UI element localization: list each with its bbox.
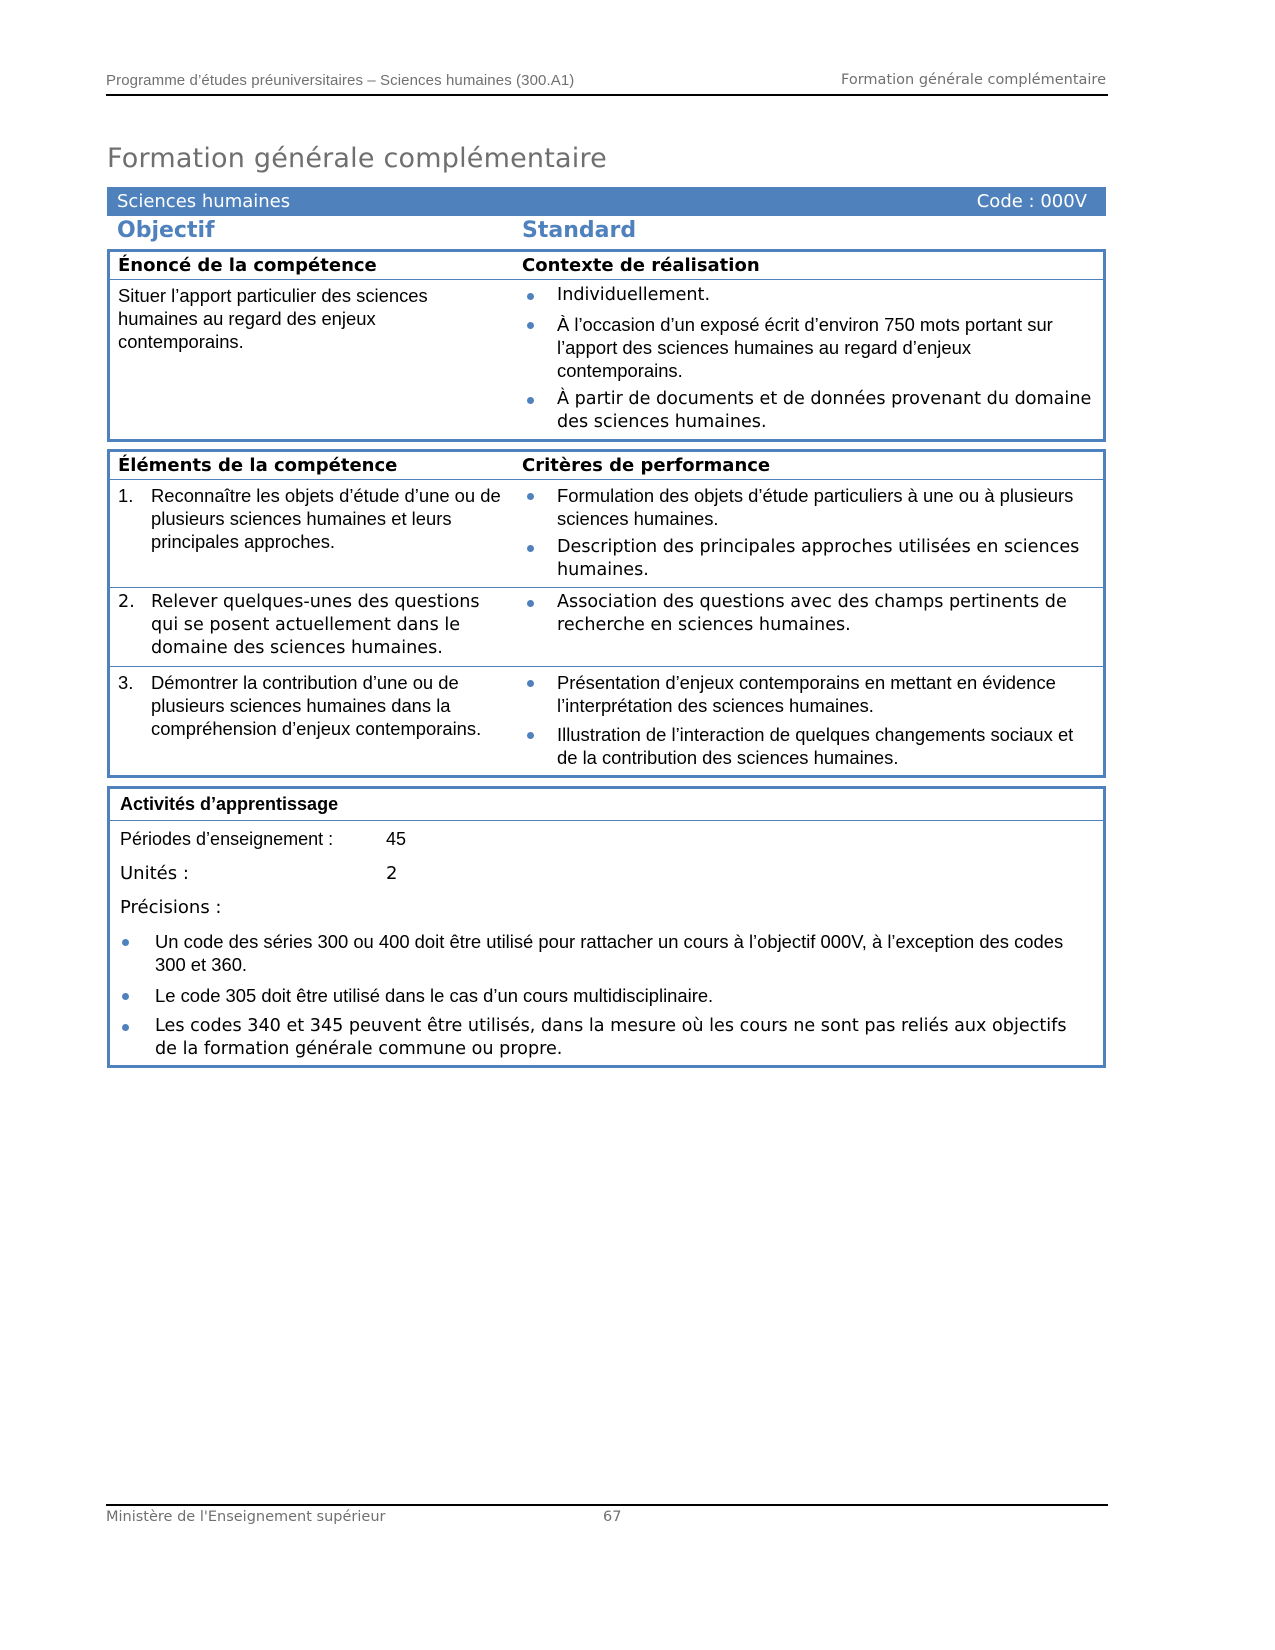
- bullet-icon: [527, 293, 534, 300]
- bullet-icon: [527, 545, 534, 552]
- bullet-icon: [527, 322, 534, 329]
- elements-header-row: [110, 452, 1103, 480]
- header-section-title: Formation générale complémentaire: [841, 72, 1106, 88]
- standard-heading: Standard: [522, 218, 637, 243]
- element-item: 1. Reconnaître les objets d’étude d’une ou de plusieurs sciences humaines et leurs principales approches.: [118, 485, 501, 552]
- competence-row: [110, 280, 1103, 440]
- enonce-text: Situer l’apport particulier des sciences humaines au regard des enjeux contemporains.: [118, 285, 428, 352]
- list-item: Individuellement.: [522, 284, 1095, 307]
- list-item: Le code 305 doit être utilisé dans le cas d’un cours multidisciplinaire.: [110, 984, 1093, 1007]
- list-item: Un code des séries 300 ou 400 doit être utilisé pour rattacher un cours à l’objectif 000V, à l’exception des codes 300 et 360.: [110, 930, 1093, 976]
- elements-heading: Éléments de la compétence: [118, 455, 398, 476]
- precisions-list: [110, 924, 1103, 1061]
- footer-ministry: Ministère de l'Enseignement supérieur: [106, 1509, 386, 1525]
- list-item: Illustration de l’interaction de quelques changements sociaux et de la contribution des sciences humaines.: [522, 723, 1095, 769]
- competence-table: [107, 249, 1106, 442]
- page-footer: [106, 1504, 1108, 1525]
- unites-label: Unités :: [120, 862, 189, 884]
- element-item: 3. Démontrer la contribution d’une ou de plusieurs sciences humaines dans la compréhension d’enjeux contemporains.: [118, 672, 482, 739]
- competence-header-row: [110, 252, 1103, 280]
- contexte-heading: Contexte de réalisation: [522, 255, 760, 276]
- list-item: Description des principales approches utilisées en sciences humaines.: [522, 536, 1095, 582]
- unites-row: [110, 856, 1103, 890]
- periodes-row: [110, 822, 1103, 856]
- list-item: Formulation des objets d’étude particuliers à une ou à plusieurs sciences humaines.: [522, 484, 1095, 530]
- unites-value: 2: [386, 862, 398, 884]
- enonce-heading: Énoncé de la compétence: [118, 255, 377, 276]
- subject-bar: [107, 187, 1106, 216]
- bullet-icon: [527, 680, 534, 687]
- bullet-icon: [122, 993, 129, 1000]
- precisions-label: Précisions :: [120, 896, 222, 918]
- bullet-icon: [122, 939, 129, 946]
- page-number: 67: [603, 1509, 622, 1525]
- element-item: 2. Relever quelques-unes des questions qui se posent actuellement dans le domaine des sciences humaines.: [118, 592, 480, 658]
- column-headings: [107, 218, 1106, 248]
- objectif-heading: Objectif: [117, 218, 215, 243]
- bullet-icon: [527, 732, 534, 739]
- list-item: Présentation d’enjeux contemporains en mettant en évidence l’interprétation des sciences humaines.: [522, 671, 1095, 717]
- list-item: À l’occasion d’un exposé écrit d’environ 750 mots portant sur l’apport des sciences humaines au regard d’enjeux contemporains.: [522, 313, 1095, 382]
- list-item: Les codes 340 et 345 peuvent être utilisés, dans la mesure où les cours ne sont pas reliés aux objectifs de la formation générale commune ou propre.: [110, 1015, 1093, 1061]
- bullet-icon: [122, 1024, 129, 1031]
- subject-code: Code : 000V: [976, 191, 1087, 212]
- criteres-heading: Critères de performance: [522, 455, 771, 476]
- table-row: [110, 480, 1103, 587]
- header-program-title: Programme d’études préuniversitaires – Sciences humaines (300.A1): [106, 72, 575, 89]
- bullet-icon: [527, 493, 534, 500]
- table-row: [110, 587, 1103, 666]
- page-title: Formation générale complémentaire: [107, 143, 607, 174]
- subject-name: Sciences humaines: [117, 191, 291, 212]
- periodes-value: 45: [386, 828, 407, 849]
- bullet-icon: [527, 397, 534, 404]
- periodes-label: Périodes d’enseignement :: [120, 828, 334, 849]
- elements-table: [107, 449, 1106, 778]
- activites-table: [107, 786, 1106, 1068]
- list-item: Association des questions avec des champs pertinents de recherche en sciences humaines.: [522, 591, 1095, 637]
- bullet-icon: [527, 600, 534, 607]
- list-item: À partir de documents et de données provenant du domaine des sciences humaines.: [522, 388, 1095, 434]
- table-row: [110, 666, 1103, 775]
- page-header: [106, 72, 1108, 96]
- activites-heading: Activités d’apprentissage: [110, 789, 1103, 821]
- contexte-list: [522, 284, 1095, 434]
